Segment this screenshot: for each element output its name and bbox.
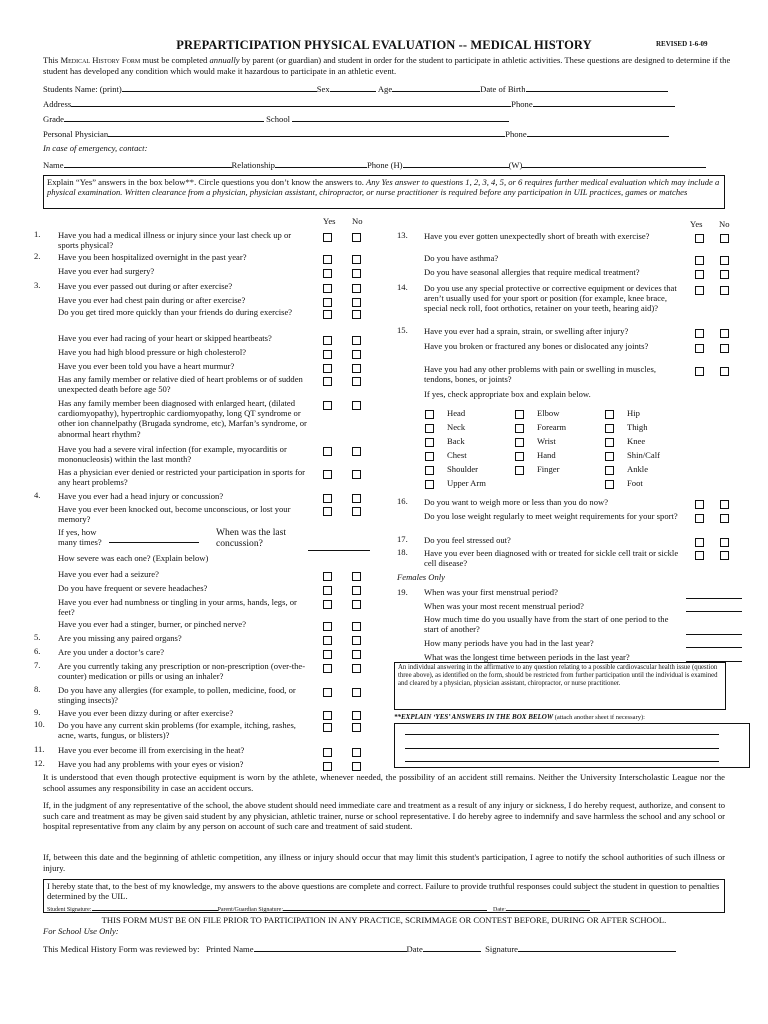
explain-line [405,748,719,749]
file-notice: THIS FORM MUST BE ON FILE PRIOR TO PARTICIPATION IN ANY PRACTICE, SCRIMMAGE OR CONTEST BEFORE, DURING OR AFTER SCHOOL. [101,915,667,925]
explain-yes-heading: **EXPLAIN ‘YES’ ANSWERS IN THE BOX BELOW (attach another sheet if necessary): [394,713,645,721]
body-part-checkbox[interactable] [425,480,434,489]
sex-field[interactable] [330,83,376,92]
grade-row: Grade School [43,113,509,125]
no-checkbox[interactable] [720,538,729,547]
no-checkbox[interactable] [352,711,361,720]
periods-count-answer[interactable] [686,647,742,648]
body-part-label: Neck [447,422,466,432]
yes-checkbox[interactable] [323,447,332,456]
review-row: This Medical History Form was reviewed by: Printed Name Date Signature [43,943,676,955]
no-checkbox[interactable] [352,586,361,595]
question-number: 13. [397,230,408,240]
no-checkbox[interactable] [720,329,729,338]
question-text: Are you currently taking any prescription or non-prescription (over-the-counter) medication or pills or using an inhaler? [58,661,306,682]
yes-checkbox[interactable] [695,367,704,376]
yes-checkbox[interactable] [323,310,332,319]
question-text: Have you broken or fractured any bones or dislocated any joints? [424,341,649,351]
body-part-label: Hand [537,450,556,460]
females-only-heading: Females Only [397,572,445,582]
question-number: 4. [34,490,41,500]
student-info-row-1: Students Name: (print) Sex Age Date of Birth [43,83,668,95]
yes-checkbox[interactable] [323,711,332,720]
question-text: Has any family member or relative died of heart problems or of sudden unexpected death before age 50? [58,374,303,395]
no-checkbox[interactable] [352,269,361,278]
signature-row: Student Signature: Parent/Guardian Signature: Date: [47,904,590,915]
emergency-row: Name Relationship Phone (H) (W) [43,159,706,171]
question-number: 1. [34,229,41,239]
yes-checkbox[interactable] [695,234,704,243]
address-row: Address Phone [43,98,675,110]
no-checkbox[interactable] [352,233,361,242]
no-checkbox[interactable] [352,600,361,609]
no-checkbox[interactable] [720,344,729,353]
emergency-name-field[interactable] [64,159,232,168]
recent-period-answer[interactable] [686,611,742,612]
question-text: Have you ever gotten unexpectedly short of breath with exercise? [424,231,650,241]
question-text: Do you want to weigh more or less than you do now? [424,497,609,507]
body-part-checkbox[interactable] [425,438,434,447]
first-period-answer[interactable] [686,598,742,599]
physician-field[interactable] [108,128,505,137]
question-text: Has any family member been diagnosed with enlarged heart, (dilated cardiomyopathy), hypertrophic cardiomyopathy, long QT syndrome or other ion channelpathy (Brugada syndrome, etc), Marfan’s syndrome, or abnormal heart rhythm? [58,398,307,439]
no-checkbox[interactable] [352,350,361,359]
body-part-label: Ankle [627,464,649,474]
body-part-checkbox[interactable] [425,452,434,461]
yes-checkbox[interactable] [323,622,332,631]
no-checkbox[interactable] [720,551,729,560]
body-part-label: Thigh [627,422,648,432]
explain-yes-answer-box[interactable] [394,723,750,768]
question-text: Do you lose weight regularly to meet weight requirements for your sport? [424,511,678,521]
question-text: Have you ever had a seizure? [58,569,159,579]
question-number: 18. [397,547,408,557]
instructions-box: Explain “Yes” answers in the box below**. Circle questions you don’t know the answers to. Any Yes answer to questions 1, 2, 3, 4, 5, or 6 requires further medical evaluation which may include a physical examination. Written clearance from a physician, physician assistant, chiropractor, or nurse practitioner is required before any participation in UIL practices, games or matches [43,175,725,209]
body-part-label: Chest [447,450,467,460]
yes-checkbox[interactable] [323,401,332,410]
physician-row: Personal Physician Phone [43,128,669,140]
question-text: Have you ever been knocked out, become unconscious, or lost your memory? [58,504,291,525]
no-checkbox[interactable] [720,270,729,279]
intro-paragraph: This Medical History Form must be completed annually by parent (or guardian) and student in order for the student to participate in athletic activities. These questions are designed to determine if the student has developed any condition which would make it hazardous to participate in an athletic event. [43,55,731,76]
no-checkbox[interactable] [352,572,361,581]
recent-period-question: When was your most recent menstrual period? [424,601,584,611]
first-period-question: When was your first menstrual period? [424,587,558,597]
explain-line [405,734,719,735]
body-part-label: Head [447,408,466,418]
consent-paragraph: If, in the judgment of any representative of the school, the above student should need immediate care and treatment as a result of any injury or sickness, I do hereby request, authorize, and consent to such care and treatment as may be given said student by any physician, athletic trainer, nurse or school representative. I do hereby agree to indemnify and save harmless the school and any school or hospital representative from any claim by any person on account of such care and treatment of said student. [43,800,725,831]
no-header-left: No [352,216,363,226]
question-text: Do you feel stressed out? [424,535,511,545]
question-text: Do you have frequent or severe headaches? [58,583,208,593]
student-signature-field[interactable] [92,904,218,911]
body-part-label: Shin/Calf [627,450,660,460]
question-text: Have you ever had a sprain, strain, or swelling after injury? [424,326,629,336]
concussion-question: When was the last concussion? [216,527,287,550]
question-text: Have you had a severe viral infection (for example, myocarditis or mononucleosis) within the last month? [58,444,287,465]
yes-checkbox[interactable] [323,298,332,307]
question-text: If yes, how many times? [58,527,102,548]
body-part-label: Forearm [537,422,567,432]
body-part-label: Finger [537,464,560,474]
cardiovascular-notice: An individual answering in the affirmative to any question relating to a possible cardiovascular health issue (question three above), as identified on the form, should be restricted from further participation until the individual is examined and cleared by a physician, physician assistant, chiropractor, or nurse practitioner. [394,662,726,710]
question-text: Have you ever had chest pain during or after exercise? [58,295,246,305]
body-part-label: Knee [627,436,646,446]
yes-checkbox[interactable] [323,284,332,293]
yes-checkbox[interactable] [323,350,332,359]
no-checkbox[interactable] [352,255,361,264]
yes-checkbox[interactable] [695,286,704,295]
no-checkbox[interactable] [352,494,361,503]
body-part-label: Upper Arm [447,478,486,488]
phone-home-field[interactable] [403,159,509,168]
question-text: Are you missing any paired organs? [58,633,182,643]
question-text: Have you ever been told you have a heart murmur? [58,361,235,371]
yes-checkbox[interactable] [323,748,332,757]
period-interval-question: How much time do you usually have from the start of one period to the start of another? [424,614,669,635]
yes-checkbox[interactable] [323,636,332,645]
no-checkbox[interactable] [352,336,361,345]
question-text: Have you ever been diagnosed with or treated for sickle cell trait or sickle cell disease? [424,548,679,569]
question-number: 15. [397,325,408,335]
no-checkbox[interactable] [720,256,729,265]
question-text: Have you ever had a stinger, burner, or pinched nerve? [58,619,247,629]
grade-field[interactable] [64,113,264,122]
yes-header-right: Yes [690,219,703,229]
address-field[interactable] [71,98,511,107]
yes-checkbox[interactable] [323,762,332,771]
yes-checkbox[interactable] [695,344,704,353]
question-number-19: 19. [397,587,408,597]
body-part-checkbox[interactable] [515,452,524,461]
question-number: 7. [34,660,41,670]
question-text: Do you get tired more quickly than your friends do during exercise? [58,307,293,317]
attestation-text: I hereby state that, to the best of my knowledge, my answers to the above questions are complete and correct. Failure to provide truthful responses could subject the student in question to penalties determined by the UIL. [47,881,720,901]
period-interval-answer[interactable] [686,634,742,635]
relationship-field[interactable] [275,159,367,168]
body-part-checkbox[interactable] [425,424,434,433]
question-text: How severe was each one? (Explain below) [58,553,209,563]
body-part-label: Wrist [537,436,556,446]
no-checkbox[interactable] [352,664,361,673]
body-part-label: Shoulder [447,464,479,474]
yes-checkbox[interactable] [695,329,704,338]
dob-field[interactable] [526,83,668,92]
yes-checkbox[interactable] [695,538,704,547]
question-number: 11. [34,744,45,754]
concussion-answer-line[interactable] [308,550,370,551]
liability-paragraph: It is understood that even though protective equipment is worn by the athlete, whenever needed, the possibility of an accident still remains. Neither the University Interscholastic League nor the school assumes any responsibility in case an accident occurs. [43,772,725,793]
review-date-field[interactable] [423,943,481,952]
question-number: 17. [397,534,408,544]
question-number: 16. [397,496,408,506]
yes-checkbox[interactable] [695,551,704,560]
yes-checkbox[interactable] [323,336,332,345]
no-checkbox[interactable] [352,401,361,410]
no-checkbox[interactable] [352,650,361,659]
question-text: Have you had high blood pressure or high cholesterol? [58,347,247,357]
no-checkbox[interactable] [352,688,361,697]
question-number: 2. [34,251,41,261]
yes-checkbox[interactable] [323,572,332,581]
question-text: Have you ever had numbness or tingling in your arms, hands, legs, or feet? [58,597,297,618]
question-text: Have you ever passed out during or after exercise? [58,281,233,291]
no-checkbox[interactable] [720,286,729,295]
yes-checkbox[interactable] [323,233,332,242]
yes-checkbox[interactable] [695,514,704,523]
question-text: Do you have asthma? [424,253,499,263]
question-text: Have you been hospitalized overnight in the past year? [58,252,247,262]
address-phone-field[interactable] [533,98,675,107]
emergency-heading: In case of emergency, contact: [43,143,148,153]
question-number: 9. [34,707,41,717]
body-part-checkbox[interactable] [605,466,614,475]
reviewer-name-field[interactable] [254,943,407,952]
signature-date-field[interactable] [506,904,590,911]
question-text: Have you had any other problems with pain or swelling in muscles, tendons, bones, or joints? [424,364,656,385]
school-use-heading: For School Use Only: [43,926,119,936]
no-checkbox[interactable] [352,364,361,373]
question-number: 8. [34,684,41,694]
no-checkbox[interactable] [352,636,361,645]
question-number: 10. [34,719,45,729]
body-part-checkbox[interactable] [605,452,614,461]
concussion-times-line[interactable] [109,542,199,543]
no-checkbox[interactable] [720,500,729,509]
physician-phone-field[interactable] [527,128,669,137]
question-text: Have you had any problems with your eyes or vision? [58,759,244,769]
yes-checkbox[interactable] [323,586,332,595]
body-part-checkbox[interactable] [605,410,614,419]
question-text: Do you have any allergies (for example, to pollen, medicine, food, or stinging insects)? [58,685,296,706]
no-checkbox[interactable] [720,234,729,243]
yes-checkbox[interactable] [695,500,704,509]
question-number: 12. [34,758,45,768]
yes-checkbox[interactable] [695,256,704,265]
question-number: 5. [34,632,41,642]
no-checkbox[interactable] [352,622,361,631]
body-part-checkbox[interactable] [515,424,524,433]
yes-checkbox[interactable] [323,688,332,697]
question-text: Has a physician ever denied or restricted your participation in sports for any heart problems? [58,467,305,488]
no-checkbox[interactable] [352,470,361,479]
yes-checkbox[interactable] [323,255,332,264]
no-checkbox[interactable] [720,514,729,523]
no-checkbox[interactable] [352,507,361,516]
yes-checkbox[interactable] [323,650,332,659]
body-part-checkbox[interactable] [515,438,524,447]
question-text: Have you had a medical illness or injury since your last check up or sports physical? [58,230,292,251]
no-checkbox[interactable] [352,748,361,757]
no-checkbox[interactable] [352,447,361,456]
question-text: Do you use any special protective or corrective equipment or devices that aren’t usually used for your sport or position (for example, knee brace, special neck roll, foot orthotics, retainer on your teeth, hearing aid)? [424,283,677,314]
form-title: PREPARTICIPATION PHYSICAL EVALUATION -- MEDICAL HISTORY [176,38,592,52]
school-field[interactable] [292,113,509,122]
question-text: Have you ever had racing of your heart or skipped heartbeats? [58,333,272,343]
yes-checkbox[interactable] [323,364,332,373]
yes-checkbox[interactable] [323,494,332,503]
body-part-label: Hip [627,408,640,418]
yes-header-left: Yes [323,216,336,226]
yes-checkbox[interactable] [695,270,704,279]
yes-checkbox[interactable] [323,470,332,479]
no-header-right: No [719,219,730,229]
yes-checkbox[interactable] [323,600,332,609]
yes-checkbox[interactable] [323,723,332,732]
no-checkbox[interactable] [352,762,361,771]
periods-count-question: How many periods have you had in the last year? [424,638,594,648]
revised-date: REVISED 1-6-09 [656,40,708,48]
yes-checkbox[interactable] [323,377,332,386]
explain-line [405,761,719,762]
question-number: 6. [34,646,41,656]
question-number: 3. [34,280,41,290]
yes-checkbox[interactable] [323,269,332,278]
body-part-checkbox[interactable] [425,410,434,419]
body-part-label: Foot [627,478,643,488]
body-part-checkbox[interactable] [515,410,524,419]
notify-paragraph: If, between this date and the beginning of athletic competition, any illness or injury should occur that may limit this student's participation, I agree to notify the school authorities of such illness or injury. [43,852,725,873]
question-text: If yes, check appropriate box and explain below. [424,389,591,399]
body-part-label: Elbow [537,408,560,418]
body-part-checkbox[interactable] [515,466,524,475]
reviewer-signature-field[interactable] [518,943,676,952]
question-text: Do you have seasonal allergies that require medical treatment? [424,267,640,277]
body-part-checkbox[interactable] [605,424,614,433]
no-checkbox[interactable] [720,367,729,376]
question-text: Are you under a doctor’s care? [58,647,165,657]
question-text: Have you ever had a head injury or concussion? [58,491,224,501]
parent-signature-field[interactable] [283,904,487,911]
question-number: 14. [397,282,408,292]
no-checkbox[interactable] [352,284,361,293]
question-text: Have you ever been dizzy during or after exercise? [58,708,234,718]
question-text: Have you ever had surgery? [58,266,155,276]
body-part-checkbox[interactable] [605,480,614,489]
question-text: Do you have any current skin problems (for example, itching, rashes, acne, warts, fungus, or blisters)? [58,720,296,741]
question-text: Have you ever become ill from exercising in the heat? [58,745,245,755]
yes-checkbox[interactable] [323,664,332,673]
body-part-checkbox[interactable] [425,466,434,475]
body-part-checkbox[interactable] [605,438,614,447]
age-field[interactable] [392,83,480,92]
yes-checkbox[interactable] [323,507,332,516]
no-checkbox[interactable] [352,298,361,307]
no-checkbox[interactable] [352,723,361,732]
attestation-box [43,879,725,913]
body-part-label: Back [447,436,465,446]
longest-gap-question: What was the longest time between periods in the last year? [424,652,630,662]
no-checkbox[interactable] [352,310,361,319]
no-checkbox[interactable] [352,377,361,386]
phone-work-field[interactable] [522,159,706,168]
student-name-field[interactable] [122,83,317,92]
